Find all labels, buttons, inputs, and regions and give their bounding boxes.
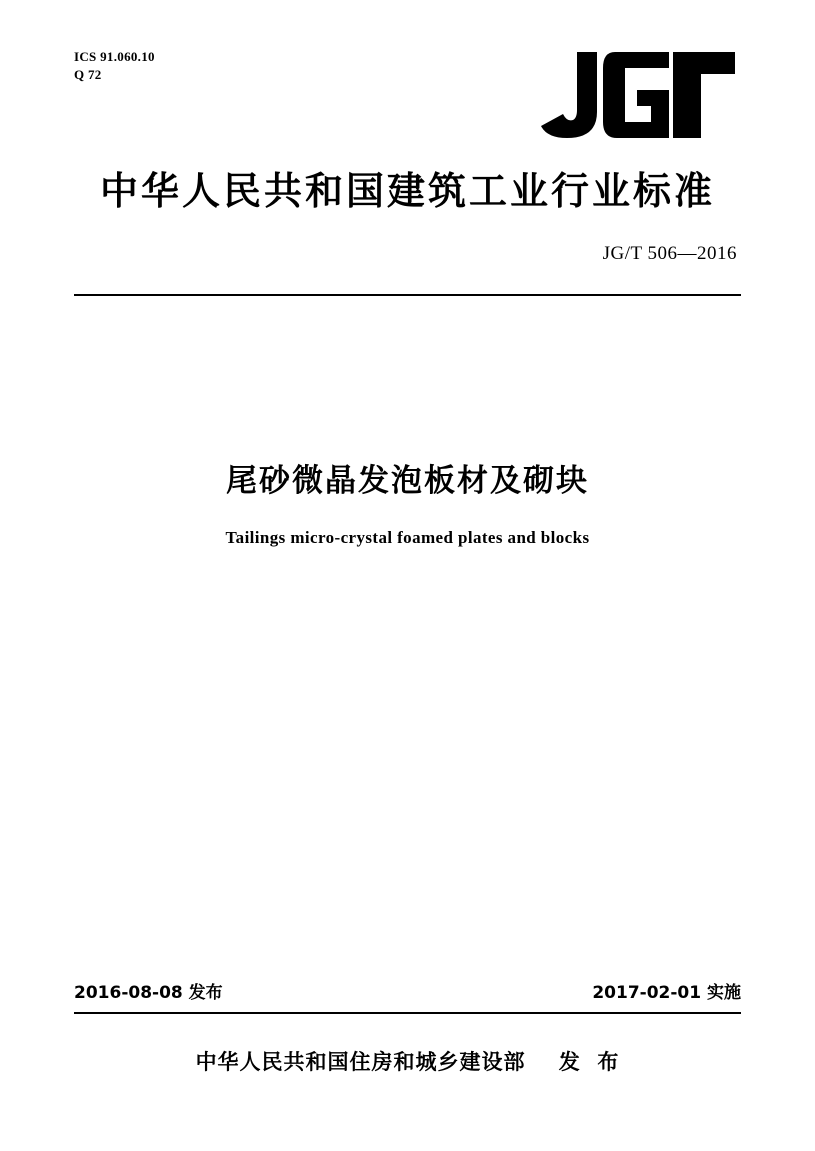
issuing-authority: 中华人民共和国住房和城乡建设部 发 布 xyxy=(195,1050,620,1074)
classification-code: Q 72 xyxy=(74,67,102,82)
page-title: 中华人民共和国建筑工业行业标准 xyxy=(99,169,715,213)
standard-number: JG/T 506—2016 xyxy=(602,243,737,264)
ics-classification-block xyxy=(74,48,155,84)
document-title-english: Tailings micro-crystal foamed plates and blocks xyxy=(225,528,590,547)
issue-date: 2016-08-08 发布 xyxy=(74,983,223,1003)
divider-top xyxy=(74,294,741,296)
dates-row xyxy=(74,978,741,1003)
document-title-chinese: 尾砂微晶发泡板材及砌块 xyxy=(226,463,589,499)
ics-code: ICS 91.060.10 xyxy=(74,49,155,64)
jg-logo xyxy=(541,52,741,138)
divider-bottom xyxy=(74,1012,741,1014)
implementation-date: 2017-02-01 实施 xyxy=(592,983,741,1003)
